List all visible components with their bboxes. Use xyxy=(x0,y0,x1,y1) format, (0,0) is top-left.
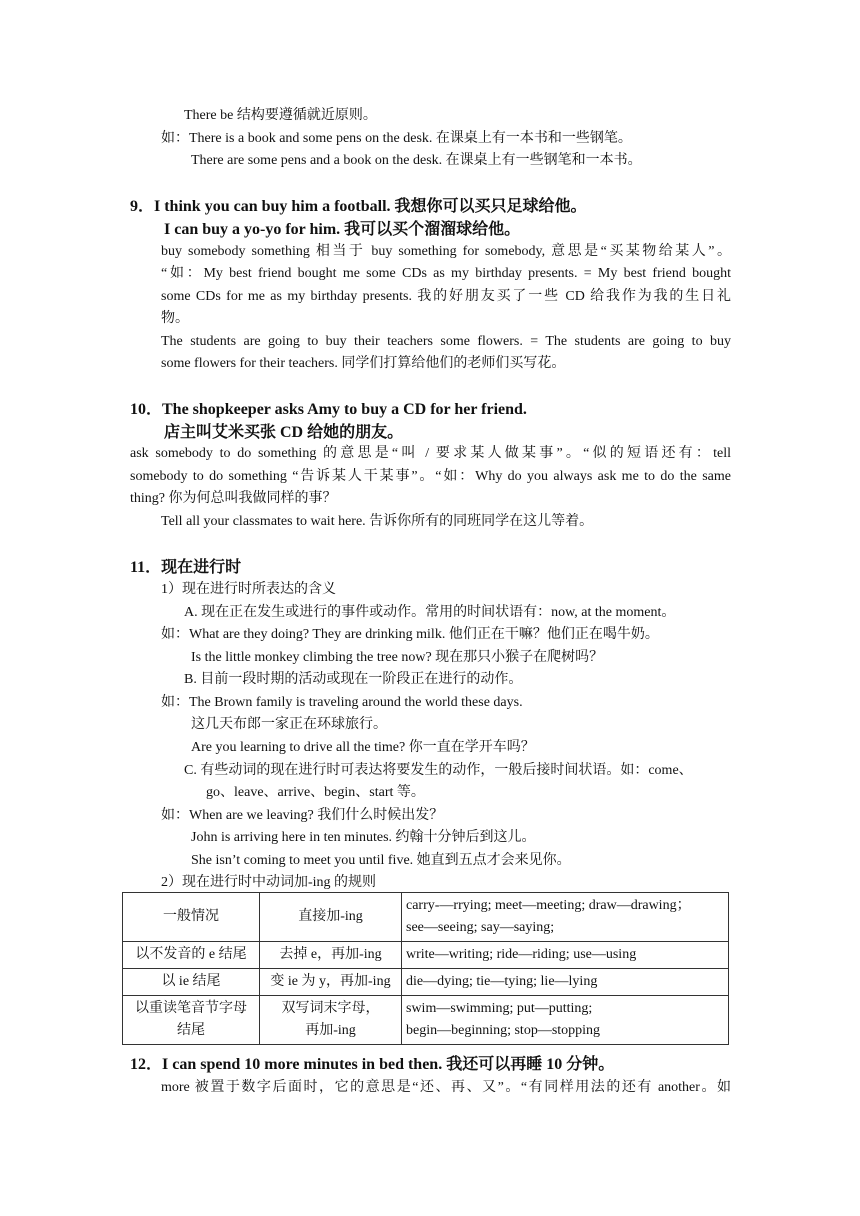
example-line: Are you learning to drive all the time? 你一直在学开车吗？ xyxy=(191,740,535,755)
section-subheading-9: I can buy a yo-yo for him. 我可以买个溜溜球给他。 xyxy=(164,221,521,238)
cell-line: swim—swimming; put—putting; xyxy=(406,1001,593,1016)
table-row xyxy=(123,996,729,1045)
example-line: She isn’t coming to meet you until five. 她直到五点才会来见你。 xyxy=(191,853,571,868)
example-line: There are some pens and a book on the desk. 在课桌上有一些钢笔和一本书。 xyxy=(191,153,642,168)
cell-line: carry-—rrying; meet—meeting; draw—drawing； xyxy=(406,898,691,913)
example-line: Is the little monkey climbing the tree now? 现在那只小猴子在爬树吗？ xyxy=(191,650,604,665)
table-cell: die—dying; tie—tying; lie—lying xyxy=(402,969,729,996)
section-heading-9: 9．I think you can buy him a football. 我想你可以买只足球给他。 xyxy=(130,198,587,215)
paragraph-line: The students are going to buy their teachers some flowers. = The students are going to buy xyxy=(161,334,731,349)
cell-line: 以重读笔音节字母 xyxy=(135,1001,247,1016)
cell-line: 双写词末字母， xyxy=(281,1001,380,1016)
table-row xyxy=(123,893,729,942)
section-subheading-10: 店主叫艾米买张 CD 给她的朋友。 xyxy=(164,424,404,441)
table-cell: 变 ie 为 y，再加-ing xyxy=(260,969,402,996)
cell-line: see—seeing; say—saying; xyxy=(406,920,555,935)
paragraph-line: Tell all your classmates to wait here. 告诉你所有的同班同学在这儿等着。 xyxy=(161,514,594,529)
table-cell: 以 ie 结尾 xyxy=(123,969,260,996)
subsection-title: 1）现在进行时所表达的含义 xyxy=(161,582,336,597)
paragraph-line: 物。 xyxy=(161,311,189,326)
paragraph-line: “如：My best friend bought me some CDs as my birthday presents. = My best friend bought xyxy=(161,266,731,281)
table-cell: 去掉 e，再加-ing xyxy=(260,942,402,969)
paragraph-line: somebody to do something “告诉某人干某事”。“如：Why do you always ask me to do the same xyxy=(130,469,731,484)
example-line: 如：When are we leaving? 我们什么时候出发？ xyxy=(161,808,444,823)
section-heading-12: 12．I can spend 10 more minutes in bed then. 我还可以再睡 10 分钟。 xyxy=(130,1056,615,1073)
ing-rules-table xyxy=(122,892,729,1045)
cell-line: 再加-ing xyxy=(305,1023,356,1038)
paragraph-line: ask somebody to do something 的意思是“叫 / 要求某人做某事”。“似的短语还有：tell xyxy=(130,446,731,461)
example-line: 如：What are they doing? They are drinking milk. 他们正在干嘛？他们正在喝牛奶。 xyxy=(161,627,659,642)
paragraph-line: some CDs for me as my birthday presents. 我的好朋友买了一些 CD 给我作为我的生日礼 xyxy=(161,289,731,304)
list-item-continued: go、leave、arrive、begin、start 等。 xyxy=(206,785,425,800)
section-heading-11: 11．现在进行时 xyxy=(130,559,242,576)
example-line: 这几天布郎一家正在环球旅行。 xyxy=(191,717,387,732)
example-line: 如：The Brown family is traveling around the world these days. xyxy=(161,695,523,710)
table-cell xyxy=(402,893,729,942)
paragraph-line: more 被置于数字后面时，它的意思是“还、再、又”。“有同样用法的还有 another。如 xyxy=(161,1080,731,1095)
table-cell: 直接加-ing xyxy=(260,893,402,942)
cell-line: begin—beginning; stop—stopping xyxy=(406,1023,601,1038)
list-item: A. 现在正在发生或进行的事件或动作。常用的时间状语有：now, at the moment。 xyxy=(184,605,676,620)
paragraph-line: buy somebody something 相当于 buy something for somebody, 意思是“买某物给某人”。 xyxy=(161,244,731,259)
paragraph-line: thing? 你为何总叫我做同样的事？ xyxy=(130,491,337,506)
cell-line: 结尾 xyxy=(177,1023,205,1038)
text-line: There be 结构要遵循就近原则。 xyxy=(184,108,377,123)
table-cell xyxy=(123,996,260,1045)
section-heading-10: 10．The shopkeeper asks Amy to buy a CD for her friend. xyxy=(130,401,527,418)
paragraph-line: some flowers for their teachers. 同学们打算给他们的老师们买写花。 xyxy=(161,356,566,371)
table-cell xyxy=(260,996,402,1045)
example-line: John is arriving here in ten minutes. 约翰十分钟后到这儿。 xyxy=(191,830,536,845)
subsection-title: 2）现在进行时中动词加-ing 的规则 xyxy=(161,875,377,890)
table-cell: 以不发音的 e 结尾 xyxy=(123,942,260,969)
list-item: B. 目前一段时期的活动或现在一阶段正在进行的动作。 xyxy=(184,672,523,687)
table-cell: write—writing; ride—riding; use—using xyxy=(402,942,729,969)
table-row xyxy=(123,942,729,969)
table-cell xyxy=(402,996,729,1045)
table-row xyxy=(123,969,729,996)
example-line: 如：There is a book and some pens on the desk. 在课桌上有一本书和一些钢笔。 xyxy=(161,131,632,146)
list-item: C. 有些动词的现在进行时可表达将要发生的动作，一般后接时间状语。如：come、 xyxy=(184,763,693,778)
table-cell: 一般情况 xyxy=(123,893,260,942)
